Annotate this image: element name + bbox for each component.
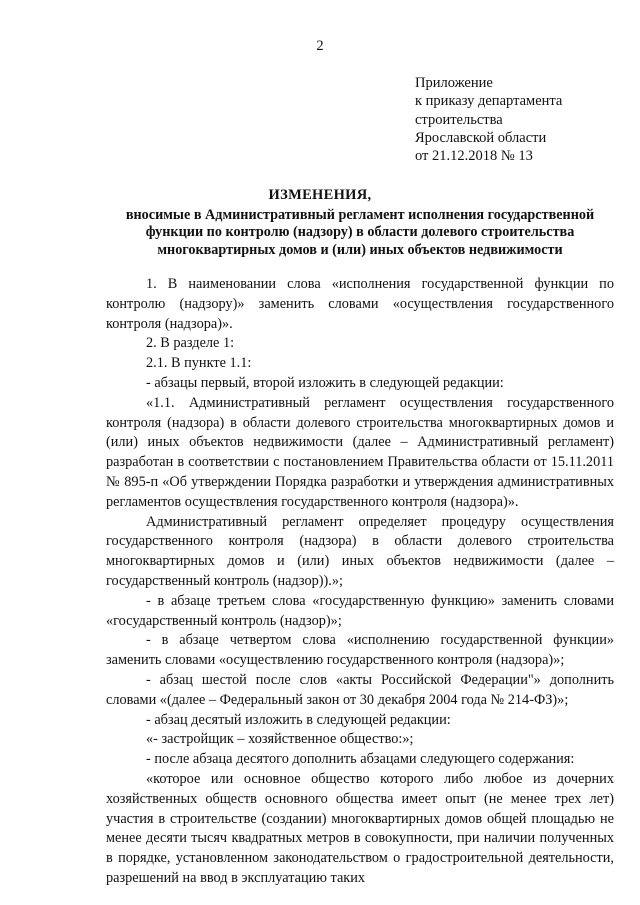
body-paragraph: «которое или основное общество которого либо любое из дочерних хозяйственных обществ основного общества имеет опыт (не менее трех лет) участия в строительстве (создании) многоквартирных домов общей площадью не менее десяти тысяч квадратных метров в совокупности, при наличии полученных в порядке, установленном законодательством о градостроительной деятельности, разрешений на ввод в эксплуатацию таких — [106, 770, 614, 886]
appendix-line: строительства — [415, 111, 503, 128]
body-paragraph: - абзацы первый, второй изложить в следующей редакции: — [146, 374, 504, 391]
subtitle-line: многоквартирных домов и (или) иных объектов недвижимости — [157, 241, 563, 258]
document-body — [106, 275, 614, 889]
appendix-line: Ярославской области — [415, 129, 547, 146]
body-paragraph: 1. В наименовании слова «исполнения государственной функции по контролю (надзору)» заменить словами «осуществления государственного контроля (надзора)». — [106, 276, 614, 332]
document-subtitle — [100, 207, 620, 259]
body-paragraph: - абзац шестой после слов «акты Российской Федерации"» дополнить словами «(далее – Федеральный закон от 30 декабря 2004 года № 214-ФЗ)»; — [106, 671, 614, 708]
page-number: 2 — [316, 38, 324, 54]
body-paragraph: «1.1. Административный регламент осуществления государственного контроля (надзора) в области долевого строительства многоквартирных домов и (или) иных объектов недвижимости (далее – Административный регламент) разработан в соответствии с постановлением Правительства области от 15.11.2011 № 895-п «Об утверждении Порядка разработки и утверждения административных регламентов осуществления государственного контроля (надзора)». — [106, 394, 614, 510]
body-paragraph: «- застройщик – хозяйственное общество:»; — [146, 731, 414, 748]
body-paragraph: Административный регламент определяет процедуру осуществления государственного контроля (надзора) в области долевого строительства многоквартирных домов и (или) иных объектов недвижимости (далее – государственный контроль (надзор)).»; — [106, 513, 614, 589]
document-title: ИЗМЕНЕНИЯ, — [268, 187, 372, 203]
appendix-block — [415, 74, 625, 165]
subtitle-line: вносимые в Административный регламент исполнения государственной — [125, 207, 595, 223]
body-paragraph: - после абзаца десятого дополнить абзацами следующего содержания: — [146, 751, 575, 768]
appendix-line: от 21.12.2018 № 13 — [415, 148, 533, 165]
appendix-line: Приложение — [415, 75, 493, 91]
body-paragraph: - в абзаце четвертом слова «исполнению государственной функции» заменить словами «осуществлению государственного контроля (надзора)»; — [106, 632, 614, 669]
appendix-line: к приказу департамента — [415, 93, 563, 110]
body-paragraph: 2.1. В пункте 1.1: — [146, 355, 252, 372]
body-paragraph: 2. В разделе 1: — [146, 335, 235, 352]
body-paragraph: - в абзаце третьем слова «государственную функцию» заменить словами «государственный контроль (надзор)»; — [106, 592, 614, 629]
body-paragraph: - абзац десятый изложить в следующей редакции: — [146, 711, 451, 728]
subtitle-line: функции по контролю (надзору) в области долевого строительства — [145, 224, 575, 241]
